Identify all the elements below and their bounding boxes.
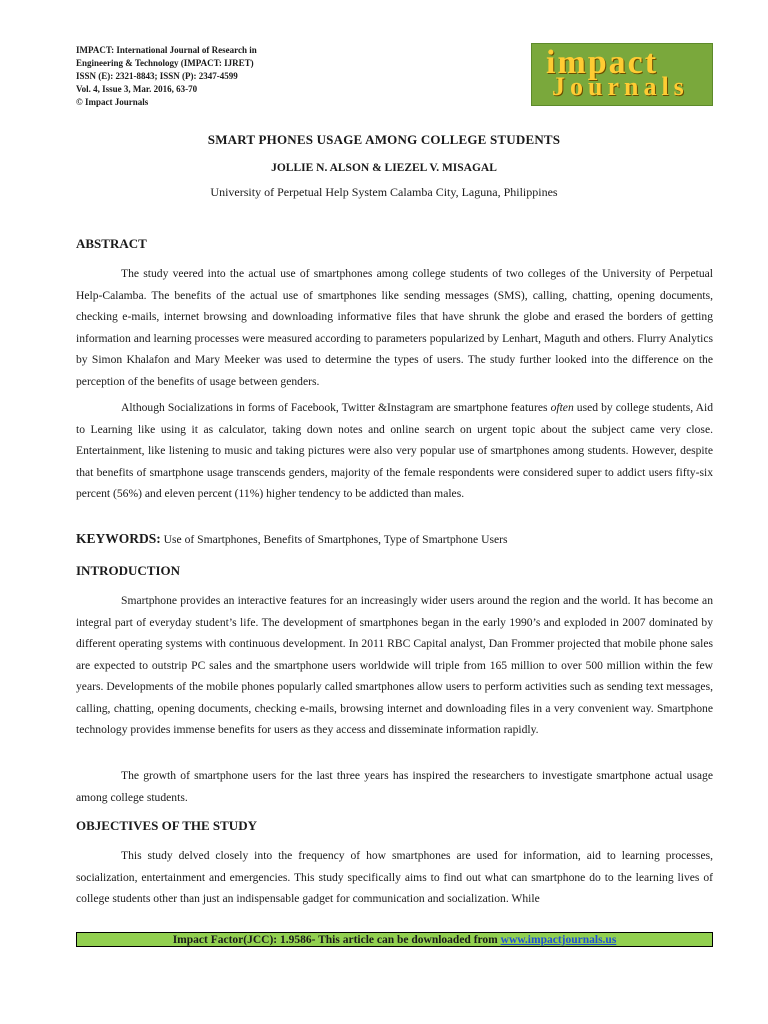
abstract-heading: ABSTRACT <box>76 236 147 251</box>
objectives-heading: OBJECTIVES OF THE STUDY <box>76 818 257 833</box>
journal-name-line-1: IMPACT: International Journal of Research in <box>76 45 257 55</box>
objectives-paragraph-1: This study delved closely into the frequency of how smartphones are used for information, aid to learning processes, socialization, entertainment and emergencies. This study specifically aims to find out what can smartphone do to the learning lives of college students other than just an indispensable gadget for communication and socialization. While <box>76 849 713 905</box>
footer-text: Impact Factor(JCC): 1.9586- This article can be downloaded from <box>172 934 501 946</box>
logo-text-top: impact <box>546 44 659 81</box>
keywords <box>76 531 508 547</box>
paper-authors: JOLLIE N. ALSON & LIEZEL V. MISAGAL <box>271 162 497 174</box>
abstract-p2-text-b: used by college students, Aid to Learning like using it as calculator, taking down notes and online search on urgent topic about the subject came very close. Entertainment, like listening to music and taking pictures were also very popular use of smartphones among students. However, despite that benefits of smartphone usage transcends genders, majority of the female respondents were considered super to addict users fifty-six percent (56%) and eleven percent (11%) higher tendency to be addicted than males. <box>76 401 713 500</box>
abstract-paragraph-1: The study veered into the actual use of smartphones among college students of two colleges of the University of Perpetual Help-Calamba. The benefits of the actual use of smartphones like sending messages (SMS), calling, chatting, opening documents, checking e-mails, internet browsing and downloading informative files that have shrunk the globe and erased the borders of getting information and learning processes were measured according to parameters popularized by Lenhart, Maguth and others. Flurry Analytics by Simon Khalafon and Mary Meeker was used to determine the types of users. The study further looked into the difference on the perception of the benefits of usage between genders. <box>76 267 713 388</box>
logo-text-bottom: Journals <box>552 72 689 101</box>
volume-line: Vol. 4, Issue 3, Mar. 2016, 63-70 <box>76 84 198 94</box>
keywords-label: KEYWORDS: <box>76 531 161 546</box>
paper-title: SMART PHONES USAGE AMONG COLLEGE STUDENTS <box>207 132 561 147</box>
paper-affiliation: University of Perpetual Help System Calamba City, Laguna, Philippines <box>210 185 558 199</box>
copyright-line: © Impact Journals <box>76 97 149 107</box>
keywords-text: Use of Smartphones, Benefits of Smartphones, Type of Smartphone Users <box>160 533 508 546</box>
abstract-p2-text-a: Although Socializations in forms of Facebook, Twitter &Instagram are smartphone features <box>121 401 551 414</box>
abstract-p2-italic: often <box>550 401 574 414</box>
footer-bar <box>76 932 713 947</box>
issn-line: ISSN (E): 2321-8843; ISSN (P): 2347-4599 <box>76 71 238 81</box>
introduction-heading: INTRODUCTION <box>76 563 181 578</box>
journal-name-line-2: Engineering & Technology (IMPACT: IJRET) <box>76 58 254 68</box>
footer-link[interactable]: www.impactjournals.us <box>500 934 617 946</box>
journal-info <box>76 44 336 109</box>
introduction-paragraph-2: The growth of smartphone users for the last three years has inspired the researchers to investigate smartphone actual usage among college students. <box>76 769 713 804</box>
introduction-paragraph-1: Smartphone provides an interactive features for an increasingly wider users around the region and the world. It has become an integral part of everyday student’s life. The development of smartphones began in the early 1990’s and exploded in 2007 dominated by different operating systems with continuous development. In 2011 RBC Capital analyst, Dan Frommer projected that mobile phone sales are expected to outstrip PC sales and the smartphone users worldwide will triple from 165 million to over 500 million within the few years. Developments of the mobile phones popularly called smartphones allow users to perform activities such as sending text messages, calling, chatting, opening documents, checking e-mails, browsing internet and downloading files in a very convenient way. Smartphone technology provides immense benefits for users as they access and disseminate information rapidly. <box>76 594 713 736</box>
impact-journals-logo <box>531 43 713 106</box>
abstract-paragraph-2 <box>76 397 713 505</box>
